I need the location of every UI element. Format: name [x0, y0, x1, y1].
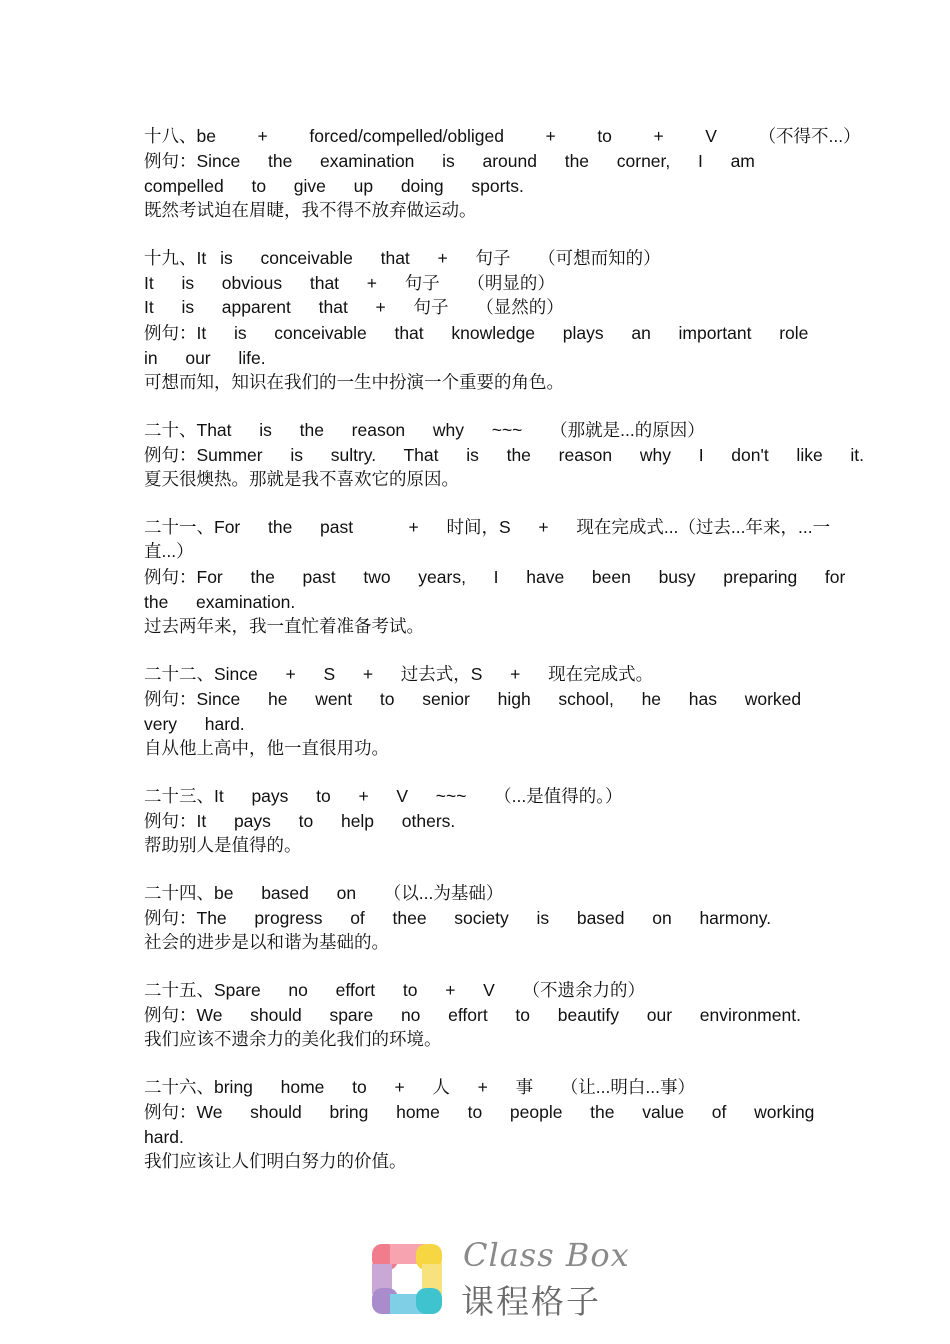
text-line: 我们应该让人们明白努力的价值。 [144, 1151, 407, 1171]
text-line: 我们应该不遗余力的美化我们的环境。 [144, 1029, 442, 1049]
text-line: It is apparent that + 句子 （显然的） [144, 297, 564, 317]
text-line: 可想而知，知识在我们的一生中扮演一个重要的角色。 [144, 372, 564, 392]
text-line: 例句：Since he went to senior high school, he has worked [144, 689, 802, 709]
pattern-heading: 二十六、bring home to + 人 + 事 （让...明白...事） [144, 1077, 695, 1097]
pattern-heading: 十九、It is conceivable that + 句子 （可想而知的） [144, 248, 661, 268]
text-line: in our life. [144, 348, 266, 368]
pattern-heading: 二十一、For the past + 时间，S + 现在完成式...（过去...年来，...一 [144, 517, 831, 537]
pattern-heading: 二十三、It pays to + V ~~~ （...是值得的。） [144, 786, 623, 806]
pattern-heading: 十八、be + forced/compelled/obliged + to + V （不得不...） [144, 126, 861, 146]
text-line: 例句：We should bring home to people the value of working [144, 1102, 815, 1122]
text-line: 过去两年来，我一直忙着准备考试。 [144, 616, 424, 636]
text-line: 例句：We should spare no effort to beautify our environment. [144, 1005, 801, 1025]
classbox-logo-icon [372, 1244, 442, 1314]
logo-name-zh: 课程格子 [461, 1283, 601, 1320]
text-line: hard. [144, 1127, 184, 1147]
text-line: 社会的进步是以和谐为基础的。 [144, 932, 389, 952]
pattern-heading: 二十、That is the reason why ~~~ （那就是...的原因） [144, 420, 705, 440]
text-line: compelled to give up doing sports. [144, 176, 524, 196]
text-line: It is obvious that + 句子 （明显的） [144, 273, 555, 293]
pattern-heading: 二十二、Since + S + 过去式，S + 现在完成式。 [144, 664, 654, 684]
text-line: 既然考试迫在眉睫，我不得不放弃做运动。 [144, 200, 477, 220]
text-line: very hard. [144, 714, 245, 734]
text-line: the examination. [144, 592, 296, 612]
text-line: 夏天很燠热。那就是我不喜欢它的原因。 [144, 469, 459, 489]
text-line: 例句：Since the examination is around the corner, I am [144, 151, 755, 171]
text-line: 例句：It pays to help others. [144, 811, 456, 831]
text-line: 例句：Summer is sultry. That is the reason why I don't like it. [144, 445, 865, 465]
text-line: 例句：For the past two years, I have been busy preparing for [144, 567, 846, 587]
text-line: 直...） [144, 541, 194, 561]
pattern-heading: 二十四、be based on （以...为基础） [144, 883, 504, 903]
pattern-heading: 二十五、Spare no effort to + V （不遗余力的） [144, 980, 646, 1000]
text-line: 例句：It is conceivable that knowledge plays an important role [144, 323, 809, 343]
text-line: 自从他上高中，他一直很用功。 [144, 738, 389, 758]
text-line: 例句：The progress of thee society is based on harmony. [144, 908, 772, 928]
text-line: 帮助别人是值得的。 [144, 835, 302, 855]
logo-name-en: Class Box [463, 1236, 630, 1274]
